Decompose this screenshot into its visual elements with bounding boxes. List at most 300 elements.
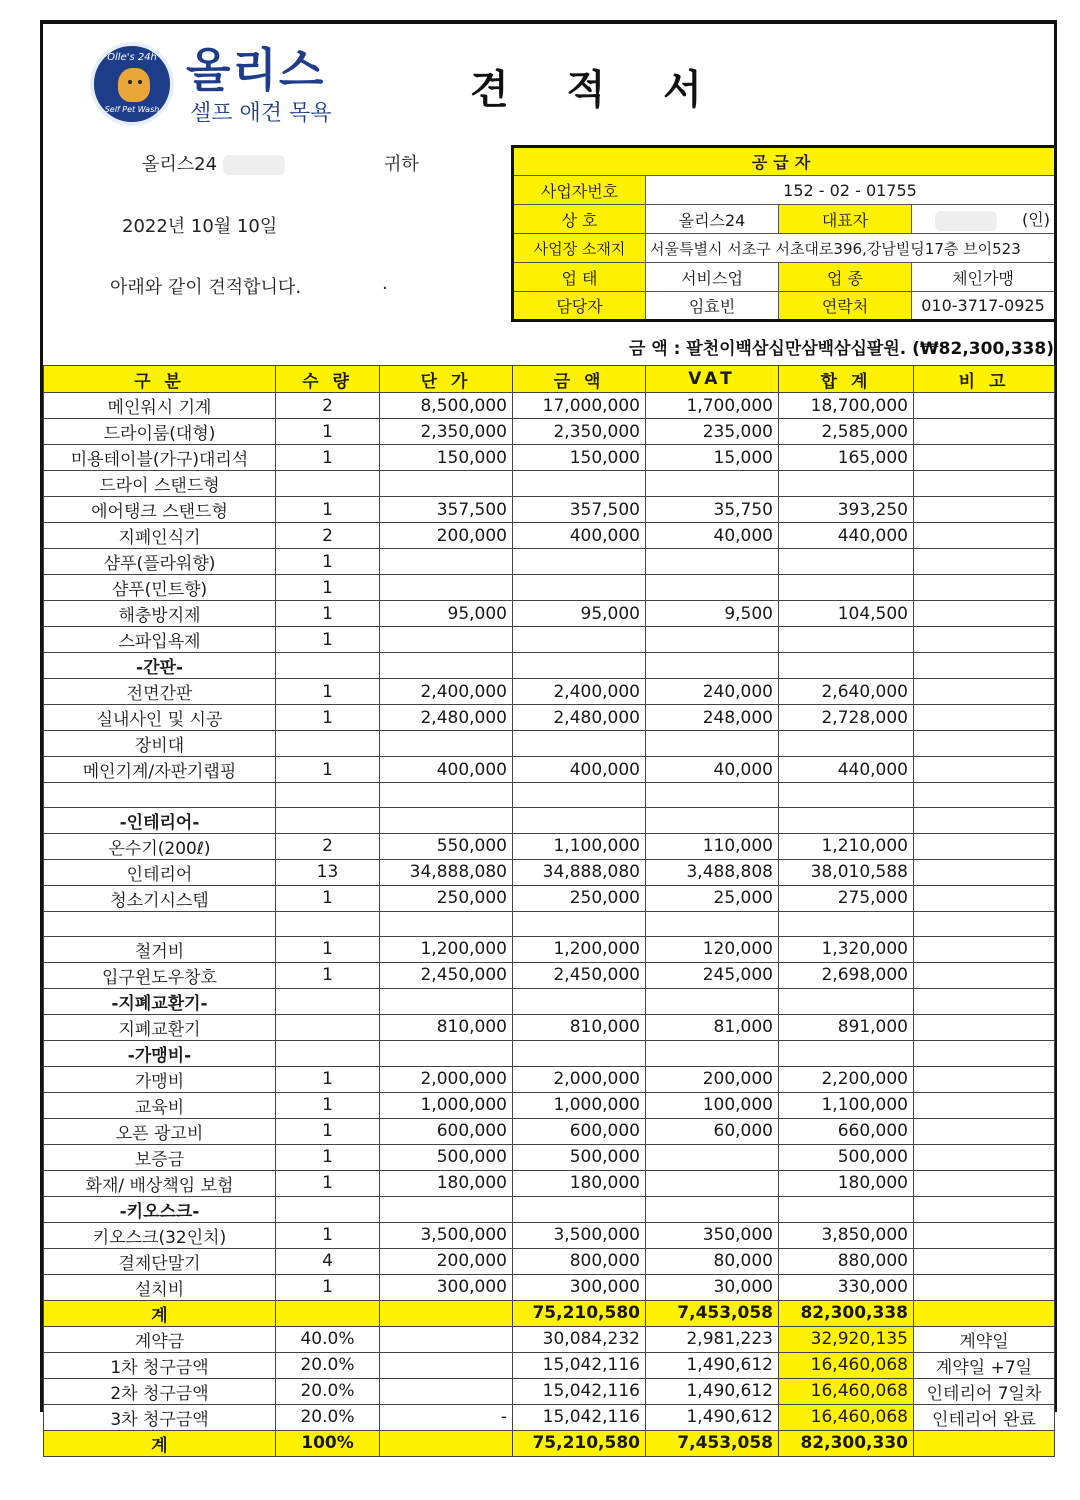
contact-value: 010-3717-0925	[912, 292, 1056, 321]
table-cell: 81,000	[646, 1014, 779, 1040]
table-cell: 에어탱크 스탠드형	[44, 497, 276, 523]
table-cell: 82,300,330	[779, 1430, 914, 1456]
table-cell: 891,000	[779, 1014, 914, 1040]
ceo-label: 대표자	[779, 205, 912, 234]
table-cell: 500,000	[380, 1144, 513, 1170]
table-cell	[646, 1040, 779, 1066]
table-cell: 2,450,000	[380, 962, 513, 988]
table-cell: 1차 청구금액	[44, 1352, 276, 1378]
total-amount-line: 금 액 : 팔천이백삼십만삼백삼십팔원. (₩82,300,338)	[628, 339, 1054, 359]
table-cell	[380, 1326, 513, 1352]
table-cell: 1,210,000	[779, 833, 914, 859]
table-cell	[646, 731, 779, 757]
table-cell: -	[380, 1404, 513, 1430]
table-cell: 3,488,808	[646, 859, 779, 885]
logo-name: 올리스	[186, 43, 326, 97]
table-cell	[380, 731, 513, 757]
table-cell	[513, 731, 646, 757]
table-row	[44, 497, 1055, 523]
table-row	[44, 1014, 1055, 1040]
table-cell: 357,500	[380, 497, 513, 523]
table-cell: 계약일	[914, 1326, 1055, 1352]
table-cell: 설치비	[44, 1274, 276, 1300]
table-cell: 200,000	[380, 523, 513, 549]
table-cell: 1,490,612	[646, 1404, 779, 1430]
table-cell: 200,000	[380, 1248, 513, 1274]
table-cell: 보증금	[44, 1144, 276, 1170]
supplier-table	[511, 145, 1057, 322]
table-cell	[276, 1040, 380, 1066]
table-cell	[779, 988, 914, 1014]
table-cell	[914, 988, 1055, 1014]
table-cell: 38,010,588	[779, 859, 914, 885]
table-row	[44, 783, 1055, 808]
table-cell	[513, 988, 646, 1014]
table-cell: 240,000	[646, 679, 779, 705]
business-type-label: 업 태	[513, 263, 646, 292]
table-cell: 화재/ 배상책임 보험	[44, 1170, 276, 1196]
quotation-table	[43, 365, 1055, 1457]
table-cell	[276, 653, 380, 679]
table-cell	[914, 1066, 1055, 1092]
table-cell	[380, 1300, 513, 1326]
table-cell: 75,210,580	[513, 1430, 646, 1456]
table-cell: 15,042,116	[513, 1352, 646, 1378]
table-cell	[779, 653, 914, 679]
table-cell: 2,728,000	[779, 705, 914, 731]
table-cell: 1	[276, 575, 380, 601]
table-cell: 250,000	[513, 885, 646, 911]
col-header: 금 액	[513, 366, 646, 393]
table-cell	[276, 731, 380, 757]
table-cell: 2	[276, 523, 380, 549]
table-cell: -간판-	[44, 653, 276, 679]
table-cell: 교육비	[44, 1092, 276, 1118]
table-cell	[276, 911, 380, 936]
table-cell: 150,000	[513, 445, 646, 471]
table-cell: 180,000	[779, 1170, 914, 1196]
table-cell: 메인워시 기계	[44, 393, 276, 419]
table-cell	[44, 911, 276, 936]
table-cell: 550,000	[380, 833, 513, 859]
table-cell: 500,000	[779, 1144, 914, 1170]
table-cell: 440,000	[779, 523, 914, 549]
table-cell: 393,250	[779, 497, 914, 523]
table-cell	[380, 988, 513, 1014]
table-cell: 150,000	[380, 445, 513, 471]
table-cell: 1	[276, 1092, 380, 1118]
table-cell: 40.0%	[276, 1326, 380, 1352]
table-cell	[646, 783, 779, 808]
table-row	[44, 393, 1055, 419]
supplier-header: 공급자	[513, 147, 1056, 176]
table-row	[44, 679, 1055, 705]
table-cell	[779, 783, 914, 808]
table-cell: 1	[276, 757, 380, 783]
table-cell: 실내사인 및 시공	[44, 705, 276, 731]
col-header: 단 가	[380, 366, 513, 393]
table-cell: 2,585,000	[779, 419, 914, 445]
logo-badge	[90, 42, 174, 126]
table-cell	[914, 936, 1055, 962]
recipient-honorific: 귀하	[384, 154, 419, 175]
section-row	[44, 807, 1055, 833]
business-type-value: 서비스업	[646, 263, 779, 292]
subtotal-row	[44, 1300, 1055, 1326]
table-cell: 스파입욕제	[44, 627, 276, 653]
table-row	[44, 833, 1055, 859]
table-cell	[380, 1378, 513, 1404]
contact-label: 연락처	[779, 292, 912, 321]
table-row	[44, 1118, 1055, 1144]
table-cell: 계약금	[44, 1326, 276, 1352]
table-cell	[914, 471, 1055, 497]
table-cell: 235,000	[646, 419, 779, 445]
table-cell	[914, 807, 1055, 833]
table-cell	[646, 471, 779, 497]
logo-badge-top-text: Olle's 24h	[107, 52, 157, 63]
table-cell	[513, 783, 646, 808]
table-cell: 100,000	[646, 1092, 779, 1118]
quote-date: 2022년 10월 10일	[122, 216, 278, 237]
table-cell: 20.0%	[276, 1378, 380, 1404]
table-row	[44, 1066, 1055, 1092]
table-cell	[914, 859, 1055, 885]
table-cell: 40,000	[646, 757, 779, 783]
table-cell: 계	[44, 1430, 276, 1456]
table-cell	[914, 757, 1055, 783]
table-cell: 지폐인식기	[44, 523, 276, 549]
table-cell: 1	[276, 1170, 380, 1196]
business-item-value: 체인가맹	[912, 263, 1056, 292]
table-cell: 2,200,000	[779, 1066, 914, 1092]
table-cell: 결제단말기	[44, 1248, 276, 1274]
table-cell: 500,000	[513, 1144, 646, 1170]
table-cell	[380, 1430, 513, 1456]
table-cell	[779, 627, 914, 653]
table-cell	[646, 988, 779, 1014]
address-label: 사업장 소재지	[513, 234, 646, 263]
ceo-value	[912, 205, 1056, 234]
table-cell	[380, 575, 513, 601]
table-cell: 2,640,000	[779, 679, 914, 705]
table-row	[44, 757, 1055, 783]
table-cell	[380, 471, 513, 497]
table-cell	[276, 1014, 380, 1040]
table-cell: 810,000	[513, 1014, 646, 1040]
table-cell: 해충방지제	[44, 601, 276, 627]
table-cell	[380, 807, 513, 833]
table-cell: 75,210,580	[513, 1300, 646, 1326]
table-cell	[914, 679, 1055, 705]
table-cell: 1,320,000	[779, 936, 914, 962]
table-row	[44, 1248, 1055, 1274]
table-cell	[646, 911, 779, 936]
table-cell	[646, 549, 779, 575]
recipient	[142, 150, 285, 176]
payment-row	[44, 1404, 1055, 1430]
table-cell	[276, 783, 380, 808]
company-value: 올리스24	[646, 205, 779, 234]
table-cell	[914, 627, 1055, 653]
biz-no-label: 사업자번호	[513, 176, 646, 205]
table-cell	[513, 549, 646, 575]
manager-label: 담당자	[513, 292, 646, 321]
table-row	[44, 911, 1055, 936]
table-cell	[914, 833, 1055, 859]
redacted-area	[935, 211, 997, 231]
table-row	[44, 549, 1055, 575]
table-row	[44, 1144, 1055, 1170]
table-cell: 357,500	[513, 497, 646, 523]
table-cell: 248,000	[646, 705, 779, 731]
table-row	[44, 731, 1055, 757]
table-cell: 샴푸(민트향)	[44, 575, 276, 601]
section-row	[44, 653, 1055, 679]
table-cell: 9,500	[646, 601, 779, 627]
table-cell	[914, 523, 1055, 549]
table-cell: 4	[276, 1248, 380, 1274]
table-cell: 60,000	[646, 1118, 779, 1144]
table-cell: 인테리어 7일차	[914, 1378, 1055, 1404]
table-cell	[914, 1144, 1055, 1170]
table-cell: 2차 청구금액	[44, 1378, 276, 1404]
payment-row	[44, 1326, 1055, 1352]
business-item-label: 업 종	[779, 263, 912, 292]
table-cell	[779, 911, 914, 936]
table-cell: 계	[44, 1300, 276, 1326]
table-cell	[914, 962, 1055, 988]
table-cell: 가맹비	[44, 1066, 276, 1092]
table-cell: -지폐교환기-	[44, 988, 276, 1014]
table-cell: 2,981,223	[646, 1326, 779, 1352]
table-cell: 3,500,000	[380, 1222, 513, 1248]
table-cell: 1,490,612	[646, 1352, 779, 1378]
table-cell: 온수기(200ℓ)	[44, 833, 276, 859]
table-cell: 인테리어 완료	[914, 1404, 1055, 1430]
table-cell	[513, 1196, 646, 1222]
table-cell: 660,000	[779, 1118, 914, 1144]
table-cell: 120,000	[646, 936, 779, 962]
table-cell	[779, 549, 914, 575]
intro-mark: .	[382, 273, 388, 294]
table-cell: 1,200,000	[380, 936, 513, 962]
table-cell: 95,000	[513, 601, 646, 627]
table-cell: 250,000	[380, 885, 513, 911]
table-cell: 1,200,000	[513, 936, 646, 962]
table-cell: 30,000	[646, 1274, 779, 1300]
table-cell: 2,000,000	[380, 1066, 513, 1092]
table-cell	[513, 575, 646, 601]
table-cell	[646, 575, 779, 601]
table-cell	[914, 1430, 1055, 1456]
table-cell: 400,000	[513, 757, 646, 783]
company-logo	[90, 40, 350, 136]
table-cell: 1	[276, 549, 380, 575]
table-cell: 1	[276, 1066, 380, 1092]
payment-row	[44, 1352, 1055, 1378]
table-cell: 인테리어	[44, 859, 276, 885]
table-cell: 1	[276, 419, 380, 445]
table-cell: 1,000,000	[513, 1092, 646, 1118]
table-cell: 1	[276, 627, 380, 653]
table-cell: 1	[276, 705, 380, 731]
table-cell	[513, 653, 646, 679]
table-cell: 82,300,338	[779, 1300, 914, 1326]
table-cell: 청소기시스템	[44, 885, 276, 911]
table-cell	[914, 1118, 1055, 1144]
table-cell: 2,000,000	[513, 1066, 646, 1092]
logo-subtitle: 셀프 애견 목욕	[190, 101, 332, 126]
table-cell: 1	[276, 1222, 380, 1248]
table-cell: -키오스크-	[44, 1196, 276, 1222]
table-cell: 2	[276, 393, 380, 419]
table-cell	[914, 783, 1055, 808]
table-cell: 지폐교환기	[44, 1014, 276, 1040]
table-cell	[914, 653, 1055, 679]
table-cell: 20.0%	[276, 1352, 380, 1378]
table-cell: 입구윈도우창호	[44, 962, 276, 988]
table-cell	[914, 549, 1055, 575]
table-cell: 1	[276, 1274, 380, 1300]
table-cell: 7,453,058	[646, 1430, 779, 1456]
table-cell: 2,350,000	[380, 419, 513, 445]
ceo-seal-suffix: (인)	[1022, 210, 1050, 230]
table-cell: 165,000	[779, 445, 914, 471]
col-header: 비 고	[914, 366, 1055, 393]
table-cell: 35,750	[646, 497, 779, 523]
table-cell: 1,100,000	[513, 833, 646, 859]
table-cell	[276, 988, 380, 1014]
table-cell: 15,042,116	[513, 1404, 646, 1430]
col-header: 수 량	[276, 366, 380, 393]
table-cell: 110,000	[646, 833, 779, 859]
table-cell: 메인기계/자판기랩핑	[44, 757, 276, 783]
table-cell	[513, 807, 646, 833]
table-cell: 2,350,000	[513, 419, 646, 445]
table-cell	[914, 575, 1055, 601]
col-header: 구 분	[44, 366, 276, 393]
table-cell: 104,500	[779, 601, 914, 627]
table-row	[44, 419, 1055, 445]
table-cell	[44, 783, 276, 808]
table-cell: 1	[276, 679, 380, 705]
table-cell	[779, 731, 914, 757]
table-cell	[380, 1196, 513, 1222]
table-cell	[276, 807, 380, 833]
table-cell	[914, 393, 1055, 419]
address-value: 서울특별시 서초구 서초대로396,강남빌딩17층 브이523	[646, 234, 1056, 263]
table-cell: 전면간판	[44, 679, 276, 705]
table-cell	[779, 575, 914, 601]
table-cell: 1	[276, 1118, 380, 1144]
table-header-row	[44, 366, 1055, 393]
table-cell: 400,000	[380, 757, 513, 783]
table-cell: 16,460,068	[779, 1404, 914, 1430]
table-cell: 17,000,000	[513, 393, 646, 419]
table-cell	[914, 1092, 1055, 1118]
table-cell: 600,000	[513, 1118, 646, 1144]
table-cell: 800,000	[513, 1248, 646, 1274]
table-cell: 34,888,080	[513, 859, 646, 885]
table-cell	[276, 1196, 380, 1222]
table-cell	[914, 1248, 1055, 1274]
table-row	[44, 1092, 1055, 1118]
table-cell: 철거비	[44, 936, 276, 962]
table-cell: 300,000	[380, 1274, 513, 1300]
table-cell: 계약일 +7일	[914, 1352, 1055, 1378]
table-cell	[380, 1352, 513, 1378]
document-title: 견 적 서	[470, 67, 724, 113]
table-row	[44, 1222, 1055, 1248]
table-cell: 1	[276, 1144, 380, 1170]
table-cell	[914, 1300, 1055, 1326]
table-cell: 400,000	[513, 523, 646, 549]
table-cell	[914, 705, 1055, 731]
table-cell	[914, 497, 1055, 523]
table-cell	[513, 911, 646, 936]
table-cell	[779, 1040, 914, 1066]
table-row	[44, 885, 1055, 911]
section-row	[44, 1040, 1055, 1066]
table-cell: 32,920,135	[779, 1326, 914, 1352]
table-cell: 1	[276, 936, 380, 962]
table-cell	[779, 807, 914, 833]
table-cell: 샴푸(플라워향)	[44, 549, 276, 575]
table-cell: 18,700,000	[779, 393, 914, 419]
table-cell	[646, 1144, 779, 1170]
table-cell: 16,460,068	[779, 1352, 914, 1378]
table-cell	[914, 885, 1055, 911]
table-row	[44, 962, 1055, 988]
table-cell: 34,888,080	[380, 859, 513, 885]
table-cell: 3,850,000	[779, 1222, 914, 1248]
table-cell	[276, 471, 380, 497]
table-cell	[646, 807, 779, 833]
table-cell: 1,490,612	[646, 1378, 779, 1404]
table-cell: 100%	[276, 1430, 380, 1456]
table-cell: 키오스크(32인치)	[44, 1222, 276, 1248]
table-cell: 95,000	[380, 601, 513, 627]
table-cell	[914, 1040, 1055, 1066]
section-row	[44, 988, 1055, 1014]
table-cell: 15,000	[646, 445, 779, 471]
table-cell: 330,000	[779, 1274, 914, 1300]
table-cell: -가맹비-	[44, 1040, 276, 1066]
table-cell: 440,000	[779, 757, 914, 783]
payment-row	[44, 1378, 1055, 1404]
table-cell	[779, 471, 914, 497]
table-cell	[914, 601, 1055, 627]
table-cell: 1,100,000	[779, 1092, 914, 1118]
logo-badge-bottom-text: Self Pet Wash	[104, 105, 160, 114]
table-cell	[646, 1196, 779, 1222]
table-cell	[914, 1196, 1055, 1222]
table-cell	[914, 1014, 1055, 1040]
table-cell: 드라이룸(대형)	[44, 419, 276, 445]
table-row	[44, 523, 1055, 549]
table-cell	[914, 911, 1055, 936]
table-cell: 200,000	[646, 1066, 779, 1092]
table-cell: -인테리어-	[44, 807, 276, 833]
table-cell: 25,000	[646, 885, 779, 911]
table-cell: 275,000	[779, 885, 914, 911]
table-cell: 드라이 스탠드형	[44, 471, 276, 497]
table-cell: 2,400,000	[513, 679, 646, 705]
col-header: 합 계	[779, 366, 914, 393]
table-cell: 810,000	[380, 1014, 513, 1040]
table-cell: 장비대	[44, 731, 276, 757]
